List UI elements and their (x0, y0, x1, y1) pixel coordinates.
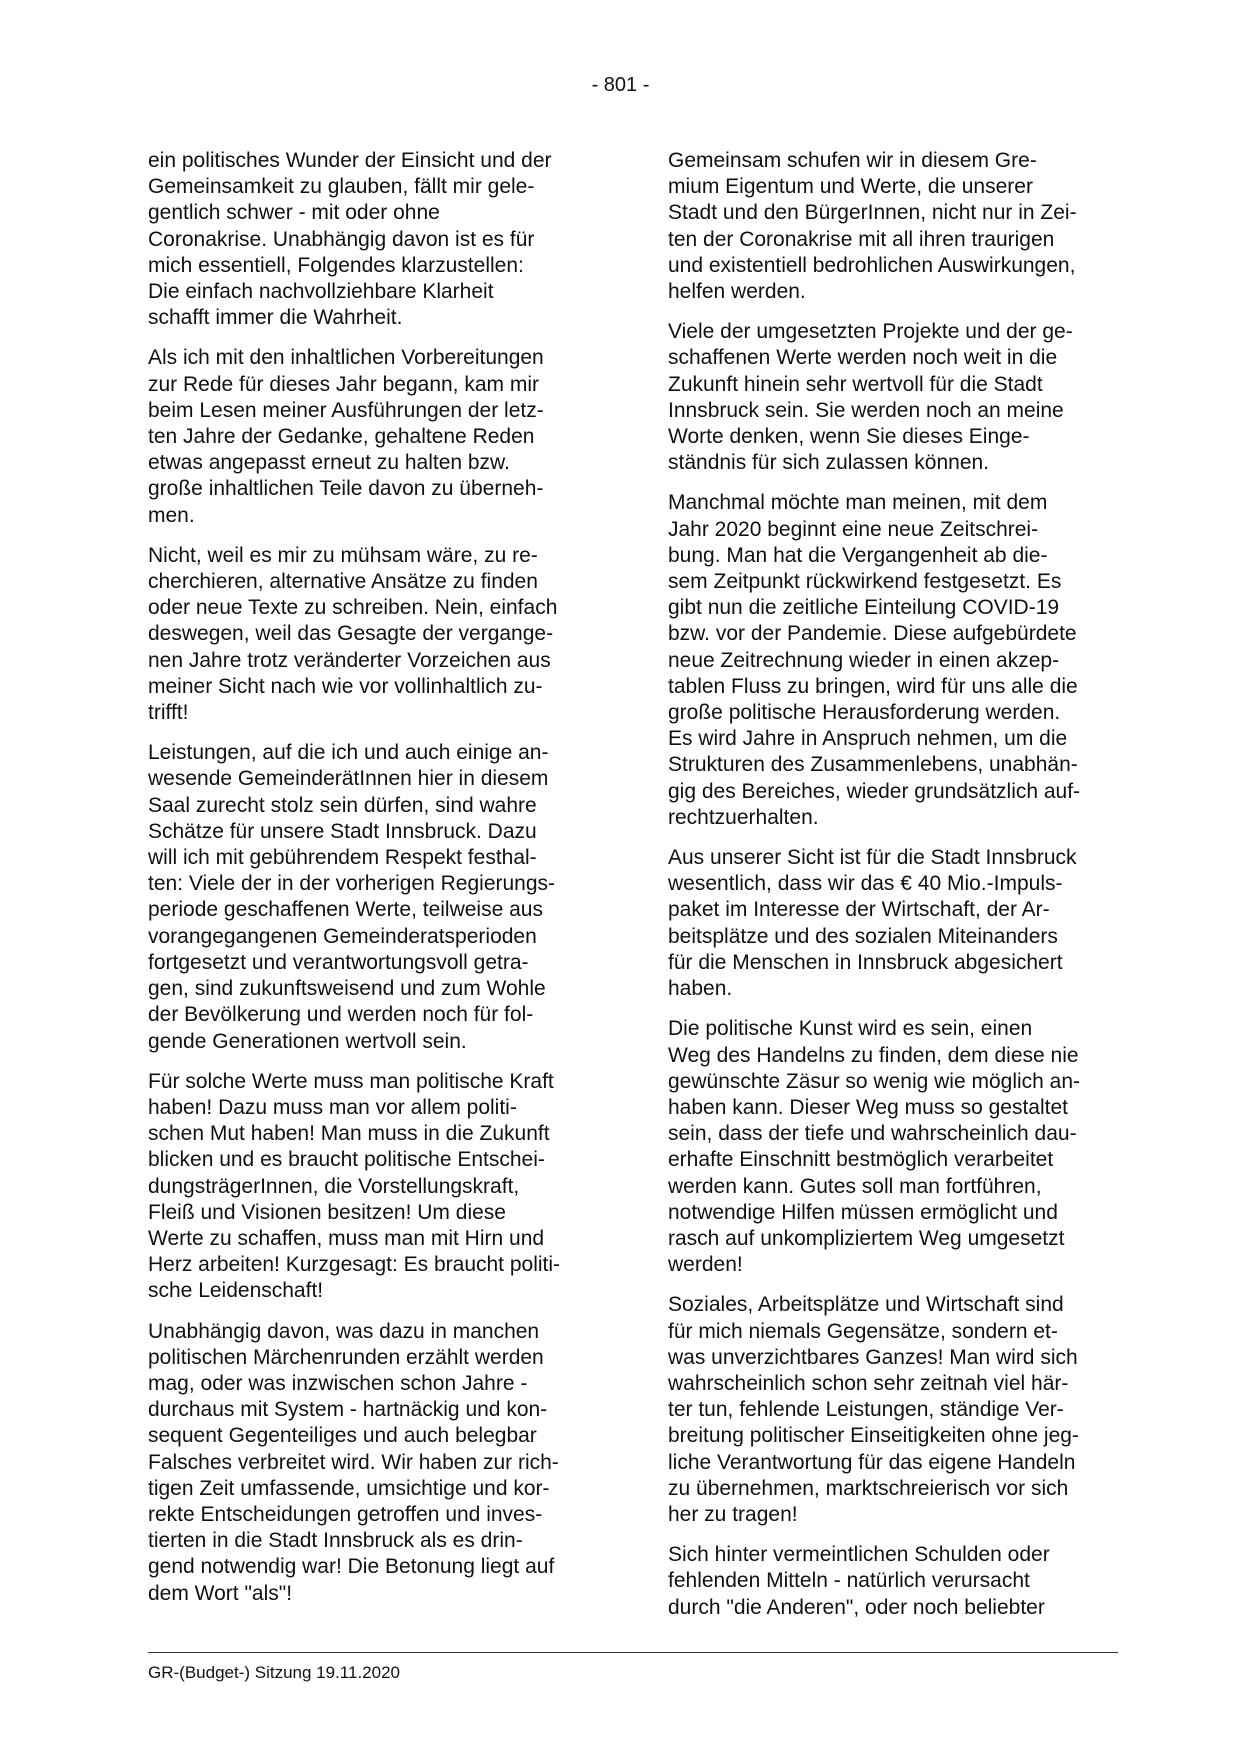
footer-session-label: GR-(Budget-) Sitzung 19.11.2020 (148, 1663, 400, 1682)
left-column (148, 148, 608, 1621)
paragraph: Nicht, weil es mir zu mühsam wäre, zu re- cherchieren, alternative Ansätze zu finden oder neue Texte zu schreiben. Nein, einfach deswegen, weil das Gesagte der vergange- nen Jahre trotz veränderter Vorzeichen aus meiner Sicht nach wie vor vollinhaltlich zu- trifft! (148, 543, 558, 725)
paragraph: Sich hinter vermeintlichen Schulden oder fehlenden Mitteln - natürlich verursacht durch "die Anderen", oder noch beliebter (668, 1543, 1050, 1619)
page-number: - 801 - (591, 74, 650, 96)
right-column (668, 148, 1130, 1635)
paragraph: Aus unserer Sicht ist für die Stadt Innsbruck wesentlich, dass wir das € 40 Mio.-Impuls- paket im Interesse der Wirtschaft, der Ar- beitsplätze und des sozialen Miteinanders für die Menschen in Innsbruck abgesichert haben. (668, 846, 1077, 1001)
paragraph: Die politische Kunst wird es sein, einen Weg des Handelns zu finden, dem diese nie gewünschte Zäsur so wenig wie möglich an- haben kann. Dieser Weg muss so gestaltet sein, dass der tiefe und wahrscheinlich dau- erhafte Einschnitt bestmöglich verarbeitet werden kann. Gutes soll man fortführen, notwendige Hilfen müssen ermöglicht und rasch auf unkompliziertem Weg umgesetzt werden! (668, 1017, 1081, 1277)
paragraph: Leistungen, auf die ich und auch einige an- wesende GemeinderätInnen hier in diesem Saal zurecht stolz sein dürfen, sind wahre Schätze für unsere Stadt Innsbruck. Dazu will ich mit gebührendem Respekt festhal- ten: Viele der in der vorherigen Regierungs- periode geschaffenen Werte, teilweise aus vorangegangenen Gemeinderatsperioden fortgesetzt und verantwortungsvoll getra- gen, sind zukunftsweisend und zum Wohle der Bevölkerung und werden noch für fol- gende Generationen wertvoll sein. (148, 741, 556, 1053)
paragraph: Für solche Werte muss man politische Kraft haben! Dazu muss man vor allem politi- schen Mut haben! Man muss in die Zukunft blicken und es braucht politische Entschei- dungsträgerInnen, die Vorstellungskraft, Fleiß und Visionen besitzen! Um diese Werte zu schaffen, muss man mit Hirn und Herz arbeiten! Kurzgesagt: Es braucht politi- sche Leidenschaft! (148, 1069, 561, 1303)
paragraph: Als ich mit den inhaltlichen Vorbereitungen zur Rede für dieses Jahr begann, kam mir beim Lesen meiner Ausführungen der letz- ten Jahre der Gedanke, gehaltene Reden etwas angepasst erneut zu halten bzw. große inhaltlichen Teile davon zu überneh- men. (148, 346, 544, 527)
paragraph: ein politisches Wunder der Einsicht und der Gemeinsamkeit zu glauben, fällt mir gele- gentlich schwer - mit oder ohne Coronakrise. Unabhängig davon ist es für mich essentiell, Folgendes klarzustellen: Die einfach nachvollziehbare Klarheit schafft immer die Wahrheit. (148, 149, 552, 330)
paragraph: Unabhängig davon, was dazu in manchen politischen Märchenrunden erzählt werden mag, oder was inzwischen schon Jahre - durchaus mit System - hartnäckig und kon- sequent Gegenteiliges und auch belegbar Falsches verbreitet wird. Wir haben zur rich- tigen Zeit umfassende, umsichtige und kor- rekte Entscheidungen getroffen und inves- tierten in die Stadt Innsbruck als es drin- gend notwendig war! Die Betonung liegt auf dem Wort "als"! (148, 1319, 559, 1605)
paragraph: Gemeinsam schufen wir in diesem Gre- mium Eigentum und Werte, die unserer Stadt und den BürgerInnen, nicht nur in Zei- ten der Coronakrise mit all ihren traurigen und existentiell bedrohlichen Auswirkungen, helfen werden. (668, 149, 1077, 304)
paragraph: Viele der umgesetzten Projekte und der ge- schaffenen Werte werden noch weit in die Zukunft hinein sehr wertvoll für die Stadt Innsbruck sein. Sie werden noch an meine Worte denken, wenn Sie dieses Einge- ständnis für sich zulassen können. (668, 320, 1073, 475)
paragraph: Soziales, Arbeitsplätze und Wirtschaft sind für mich niemals Gegensätze, sondern et- was unverzichtbares Ganzes! Man wird sich wahrscheinlich schon sehr zeitnah viel här- ter tun, fehlende Leistungen, ständige Ver- breitung politischer Einseitigkeiten ohne jeg- liche Verantwortung für das eigene Handeln zu übernehmen, marktschreierisch vor sich her zu tragen! (668, 1293, 1079, 1526)
paragraph: Manchmal möchte man meinen, mit dem Jahr 2020 beginnt eine neue Zeitschrei- bung. Man hat die Vergangenheit ab die- sem Zeitpunkt rückwirkend festgesetzt. Es gibt nun die zeitliche Einteilung COVID-19 bzw. vor der Pandemie. Diese aufgebürdete neue Zeitrechnung wieder in einen akzep- tablen Fluss zu bringen, wird für uns alle die große politische Herausforderung werden. Es wird Jahre in Anspruch nehmen, um die Strukturen des Zusammenlebens, unabhän- gig des Bereiches, wieder grundsätzlich auf- rechtzuerhalten. (668, 491, 1081, 829)
footer-divider (148, 1652, 1118, 1653)
